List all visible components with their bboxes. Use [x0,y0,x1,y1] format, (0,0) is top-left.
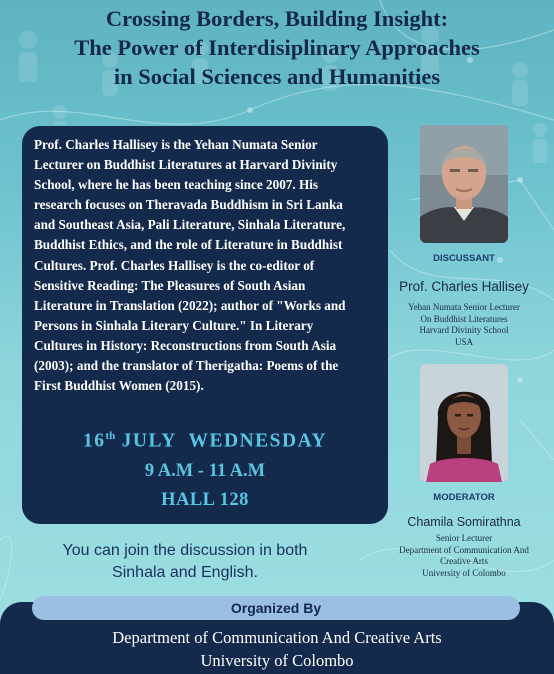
bio-line: Lecturer on Buddhist Literatures at Harvard Divinity [34,157,338,173]
discussant-affiliation [364,302,554,348]
bio-line: Prof. Charles Hallisey is the Yehan Numata Senior [34,137,318,152]
bio-line: School, where he has been teaching since 2007. His [34,177,319,193]
bio-line: Cultures in History: Reconstructions from South Asia [34,337,337,353]
bio-line: First Buddhist Women (2015). [34,378,204,394]
language-note [30,540,340,584]
discussant-role-label: DISCUSSANT [433,253,495,264]
event-venue: HALL 128 [161,490,249,510]
affiliation-line: University of Colombo [422,567,506,578]
affiliation-line: Senior Lecturer [435,533,493,543]
date-month-weekday: JULY WEDNESDAY [115,430,327,452]
affiliation-line: Harvard Divinity School [419,325,509,336]
title-line-1: Crossing Borders, Building Insight: [105,6,449,31]
event-time: 9 A.M - 11 A.M [144,461,266,481]
organizer-university: University of Colombo [200,651,354,670]
date-day-number: 16 [83,430,106,452]
organizer-department: Department of Communication And Creative Arts [112,628,442,647]
discussant-photo [420,125,508,243]
affiliation-line: USA [454,336,473,347]
title-line-3: in Social Sciences and Humanities [113,64,441,89]
bio-line: and Southeast Asia, Pali Literature, Sinhala Literature, [34,217,346,233]
moderator-role-label: MODERATOR [433,492,495,503]
moderator-name: Chamila Somirathna [407,515,521,529]
bio-line: Cultures. Prof. Charles Hallisey is the co-editor of [34,257,315,273]
affiliation-line: Yehan Numata Senior Lecturer [408,302,520,312]
moderator-affiliation [364,533,554,579]
discussant-portrait-icon [420,125,508,243]
bio-line: Literature in Translation (2022); author of "Works and [34,297,346,313]
language-note-line-2: Sinhala and English. [112,564,258,581]
affiliation-line: On Buddhist Literatures [420,313,508,324]
date-day-suffix: th [105,430,116,442]
affiliation-line: Creative Arts [440,556,488,567]
bio-line: research focuses on Theravada Buddhism in Sri Lanka [34,197,343,213]
event-date [22,430,388,453]
title-line-2: The Power of Interdisiplinary Approaches [74,35,480,60]
bio-line: (2003); and the translator of Therigatha: Poems of the [34,358,339,374]
bio-line: Sensitive Reading: The Pleasures of South Asian [34,277,306,293]
language-note-line-1: You can join the discussion in both [62,542,308,559]
organized-by-label: Organized By [32,596,520,620]
moderator-photo [420,364,508,482]
moderator-portrait-icon [420,364,508,482]
event-title [0,4,554,91]
affiliation-line: Department of Communication And [399,544,529,555]
bio-line: Buddhist Ethics, and the role of Literature in Buddhist [34,237,343,253]
discussant-bio [34,135,380,396]
discussant-name: Prof. Charles Hallisey [399,279,529,294]
bio-line: Persons in Sinhala Literary Culture." In Literary [34,317,314,333]
